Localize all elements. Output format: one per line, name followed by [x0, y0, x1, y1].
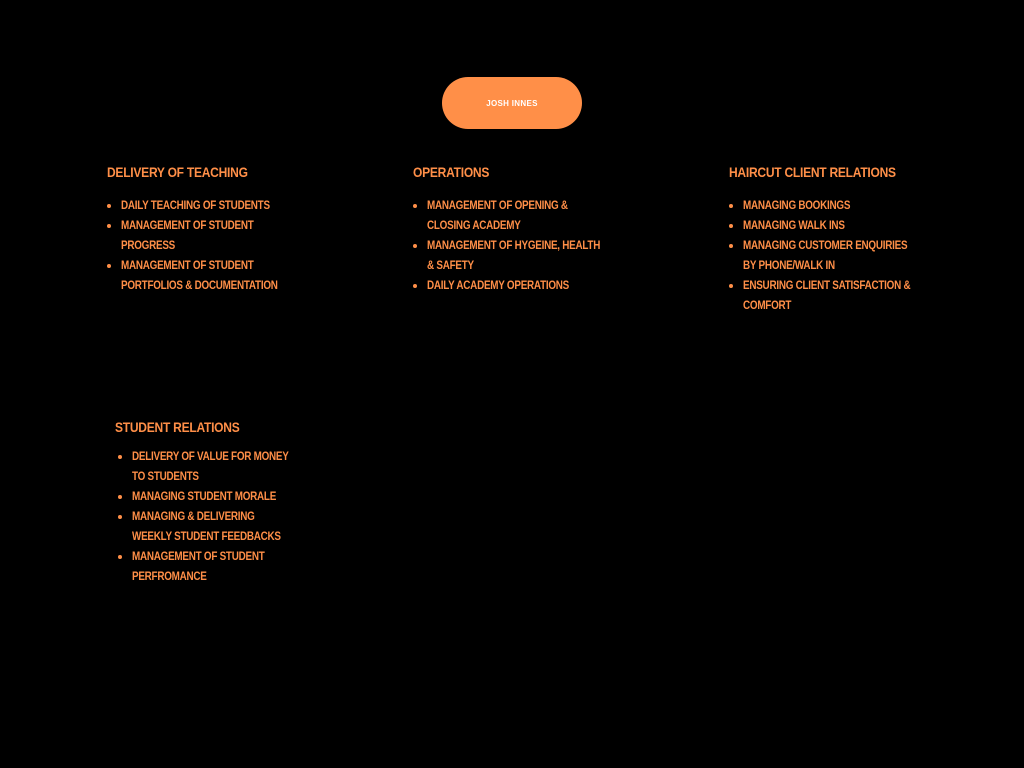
bullet-icon — [107, 264, 111, 268]
bullet-icon — [729, 224, 733, 228]
list-item: MANAGING CUSTOMER ENQUIRIES BY PHONE/WALK IN — [729, 236, 947, 276]
section-haircut-client-relations — [729, 162, 947, 316]
section-title: DELIVERY OF TEACHING — [107, 164, 248, 180]
list-item: MANAGEMENT OF STUDENT PROGRESS — [107, 216, 337, 256]
section-title: HAIRCUT CLIENT RELATIONS — [729, 164, 896, 180]
list-item: MANAGEMENT OF HYGEINE, HEALTH & SAFETY — [413, 236, 631, 276]
list-item: MANAGEMENT OF STUDENT PORTFOLIOS & DOCUMENTATION — [107, 256, 337, 296]
list-item: MANAGING & DELIVERING WEEKLY STUDENT FEEDBACKS — [118, 507, 320, 547]
list-item: MANAGING WALK INS — [729, 216, 947, 236]
name-label: JOSH INNES — [486, 98, 538, 108]
list-item: DELIVERY OF VALUE FOR MONEY TO STUDENTS — [118, 447, 320, 487]
list-item: MANAGEMENT OF OPENING & CLOSING ACADEMY — [413, 196, 631, 236]
bullet-icon — [413, 244, 417, 248]
bullet-icon — [413, 284, 417, 288]
section-student-relations — [115, 417, 320, 587]
bullet-icon — [118, 495, 122, 499]
section-title: OPERATIONS — [413, 164, 490, 180]
section-operations — [413, 162, 631, 296]
bullet-icon — [729, 244, 733, 248]
list-item: DAILY ACADEMY OPERATIONS — [413, 276, 631, 296]
bullet-icon — [107, 204, 111, 208]
section-list — [413, 196, 631, 296]
bullet-icon — [729, 204, 733, 208]
section-title: STUDENT RELATIONS — [115, 419, 240, 435]
section-list — [118, 447, 320, 587]
list-item: ENSURING CLIENT SATISFACTION & COMFORT — [729, 276, 947, 316]
bullet-icon — [118, 455, 122, 459]
bullet-icon — [118, 515, 122, 519]
bullet-icon — [107, 224, 111, 228]
section-list — [729, 196, 947, 316]
section-delivery-of-teaching — [107, 162, 337, 296]
list-item: MANAGING STUDENT MORALE — [118, 487, 320, 507]
list-item: MANAGEMENT OF STUDENT PERFROMANCE — [118, 547, 320, 587]
section-list — [107, 196, 337, 296]
list-item: DAILY TEACHING OF STUDENTS — [107, 196, 337, 216]
bullet-icon — [118, 555, 122, 559]
name-pill — [442, 77, 582, 129]
list-item: MANAGING BOOKINGS — [729, 196, 947, 216]
bullet-icon — [413, 204, 417, 208]
bullet-icon — [729, 284, 733, 288]
